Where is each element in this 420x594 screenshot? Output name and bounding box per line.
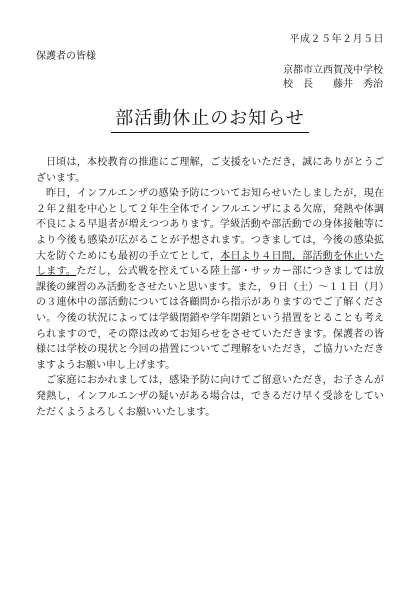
sender-principal: 校 長 藤井 秀治: [283, 79, 383, 90]
issue-date: 平成２５年２月５日: [289, 34, 384, 45]
sender-block: [283, 64, 383, 92]
greeting-paragraph: 日頃は，本校教育の推進にご理解，ご支援をいただき，誠にありがとうございます。: [36, 157, 384, 184]
closing-paragraph: ご家庭におかれましては，感染予防に向けてご留意いただき，お子さんが発熱し，インフルエンザの疑いがある場合は，できるだけ早く受診をしていただくようよろしくお願いいたします。: [36, 375, 384, 418]
main-paragraph-text-b: ただし，公式戦を控えている陸上部・サッカー部につきましては放課後の練習のみ活動をさせたいと思います。また，９日（土）～１１日（月）の３連休中の部活動については各顧問から指示がありますのでご了解ください。今後の状況によっては学級閉鎖や学年閉鎖という措置をとることも考えられますので，その際は改めてお知らせをさせていただきます。保護者の皆様には学校の現状と今回の措置についてご理解をいただき，ご協力いただきますようお願い申し上げます。: [36, 266, 385, 371]
recipient: 保護者の皆様: [36, 51, 96, 62]
suspension-notice-underlined: 本日より４日間，部活動を休止いたします。: [36, 250, 384, 278]
main-paragraph-text-a: 昨日，インフルエンザの感染予防についてお知らせいたしましたが，現在２年２組を中心として２年生全体でインフルエンザによる欠席，発熱や体調不良による早退者が増えつつあります。学級活動や部活動での身体接触等により今後も感染が広がることが予想されます。つきましては，今後の感染拡大を防ぐためにも最初の手立てとして，: [36, 188, 384, 262]
document-title-wrap: [0, 104, 420, 133]
document-body: [36, 155, 384, 420]
document-title: 部活動休止のお知らせ: [111, 104, 308, 133]
sender-school: 京都市立西賀茂中学校: [283, 65, 383, 76]
main-paragraph: [36, 186, 384, 373]
